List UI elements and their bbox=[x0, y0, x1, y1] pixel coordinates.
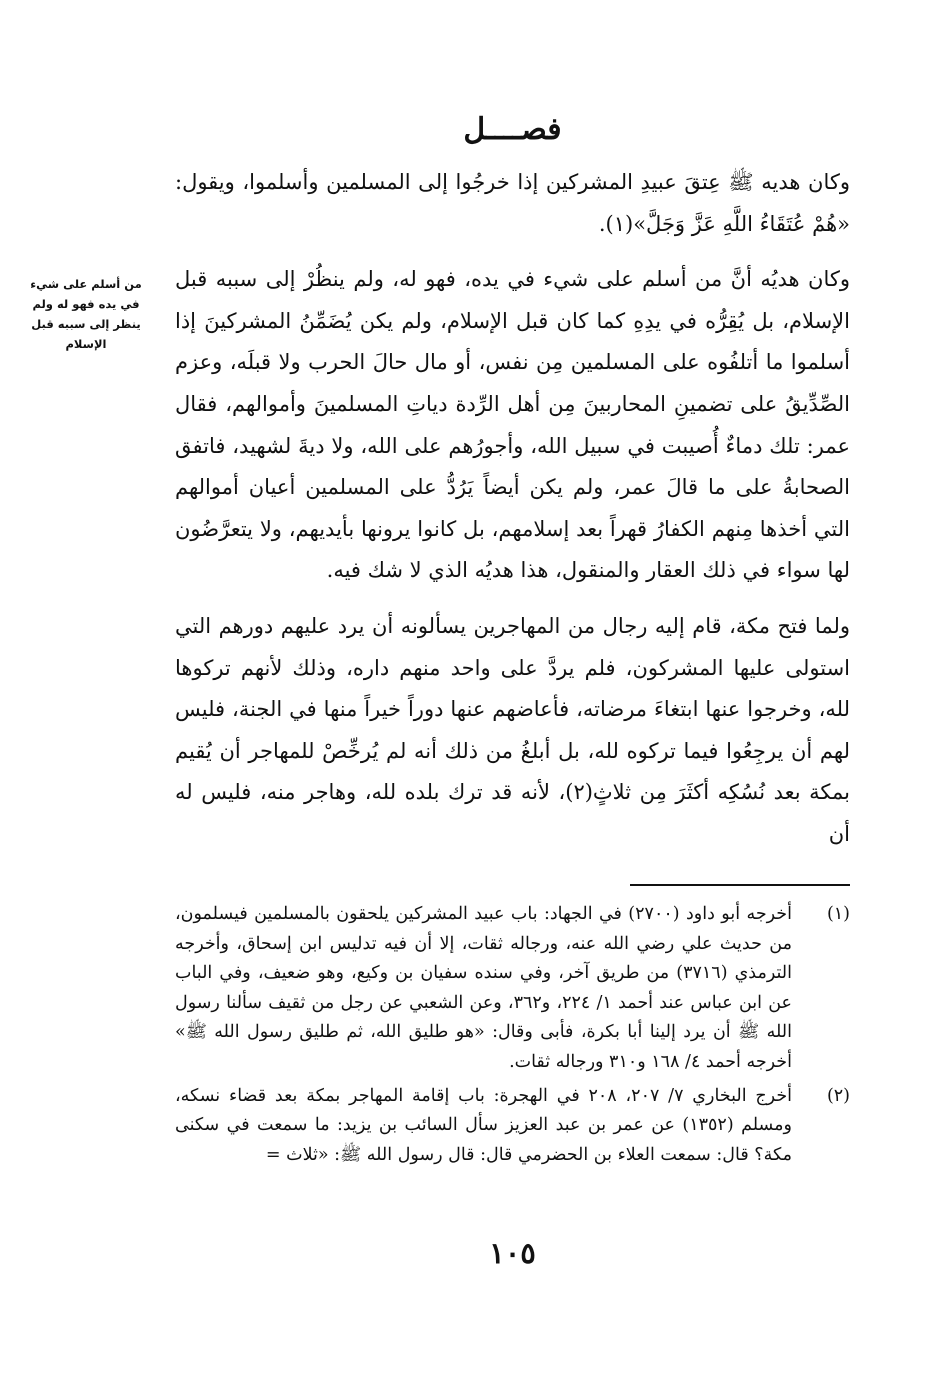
paragraph-property-of-converts: وكان هديُه أنَّ من أسلم على شيء في يده، فهو له، ولم ينظُرْ إلى سببه قبل الإسلام، بل يُقِرُّه في يدِهِ كما كان قبل الإسلام، ولم يكن يُضَمِّنُ المشركينَ إذا أسلموا ما أتلفُوه على المسلمين مِن نفس، أو مال حالَ الحرب ولا قبلَه، وعزم الصِّدِّيقُ على تضمينِ المحاربينَ مِن أهل الرِّدة دياتِ المسلمينَ وأموالهم، فقال عمر: تلك دماءٌ أُصيبت في سبيل الله، وأجورُهم على الله، ولا ديةَ لشهيد، فاتفق الصحابةُ على ما قالَ عمر، ولم يكن أيضاً يَرُدُّ على المسلمين أعيان أموالهم التي أخذها مِنهم الكفارُ قهراً بعد إسلامهم، بل كانوا يرونها بأيديهم، ولا يتعرَّضُون لها سواء في ذلك العقار والمنقول، هذا هديُه الذي لا شك فيه. bbox=[175, 267, 850, 583]
footnotes bbox=[175, 900, 850, 1170]
main-text bbox=[175, 162, 850, 856]
page-number: ١٠٥ bbox=[489, 1236, 536, 1270]
paragraph-conquest-of-mecca: ولما فتح مكة، قام إليه رجال من المهاجرين يسألونه أن يرد عليهم دورهم التي استولى عليها المشركون، فلم يردَّ على واحد منهم داره، وذلك لأنهم تركوها لله، وخرجوا عنها ابتغاءَ مرضاته، فأعاضهم عنها دوراً خيراً منها في الجنة، فليس لهم أن يرجِعُوا فيما تركوه لله، بل أبلغُ من ذلك أنه لم يُرخِّصْ للمهاجر أن يُقيم بمكة بعد نُسُكِه أكثَرَ مِن ثلاثٍ(٢)، لأنه قد ترك بلده لله، وهاجر منه، فليس له أن bbox=[175, 613, 850, 846]
section-heading: فصــــل bbox=[463, 112, 562, 147]
footnote-separator bbox=[630, 884, 850, 886]
footnote-1 bbox=[175, 900, 850, 1078]
footnote-text: أخرج البخاري ٧/ ٢٠٧، ٢٠٨ في الهجرة: باب إقامة المهاجر بمكة بعد قضاء نسكه، ومسلم (١٣٥٢) عن عمر بن عبد العزيز سأل السائب بن يزيد: ما سمعت في سكنى مكة؟ قال: سمعت العلاء بن الحضرمي قال: قال رسول الله ﷺ: «ثلاث = bbox=[175, 1085, 792, 1165]
paragraph-freeing-slaves: وكان هديه ﷺ عِتقَ عبيدِ المشركين إذا خرجُوا إلى المسلمين وأسلموا، ويقول: «هُمْ عُتَقَاءُ اللَّهِ عَزَّ وَجَلَّ»(١). bbox=[175, 170, 850, 236]
margin-note: من أسلم على شيء في يده فهو له ولم ينظر إلى سببه قبل الإسلام bbox=[30, 277, 142, 351]
footnote-number: (٢) bbox=[826, 1085, 850, 1106]
footnote-text: أخرجه أبو داود (٢٧٠٠) في الجهاد: باب عبيد المشركين يلحقون بالمسلمين فيسلمون، من حديث علي رضي الله عنه، ورجاله ثقات، إلا أن فيه تدليس ابن إسحاق، وأخرجه الترمذي (٣٧١٦) من طريق آخر، وفي سنده سفيان بن وكيع، وهو ضعيف، وفي الباب عن ابن عباس عند أحمد ١/ ٢٢٤، و٣٦٢، وعن الشعبي عن رجل من ثقيف سألنا رسول الله ﷺ أن يرد إلينا أبا بكرة، فأبى وقال: «هو طليق الله، ثم طليق رسول الله ﷺ» أخرجه أحمد ٤/ ١٦٨ و٣١٠ ورجاله ثقات. bbox=[175, 904, 792, 1072]
footnote-number: (١) bbox=[826, 904, 850, 924]
footnote-2 bbox=[175, 1082, 850, 1171]
